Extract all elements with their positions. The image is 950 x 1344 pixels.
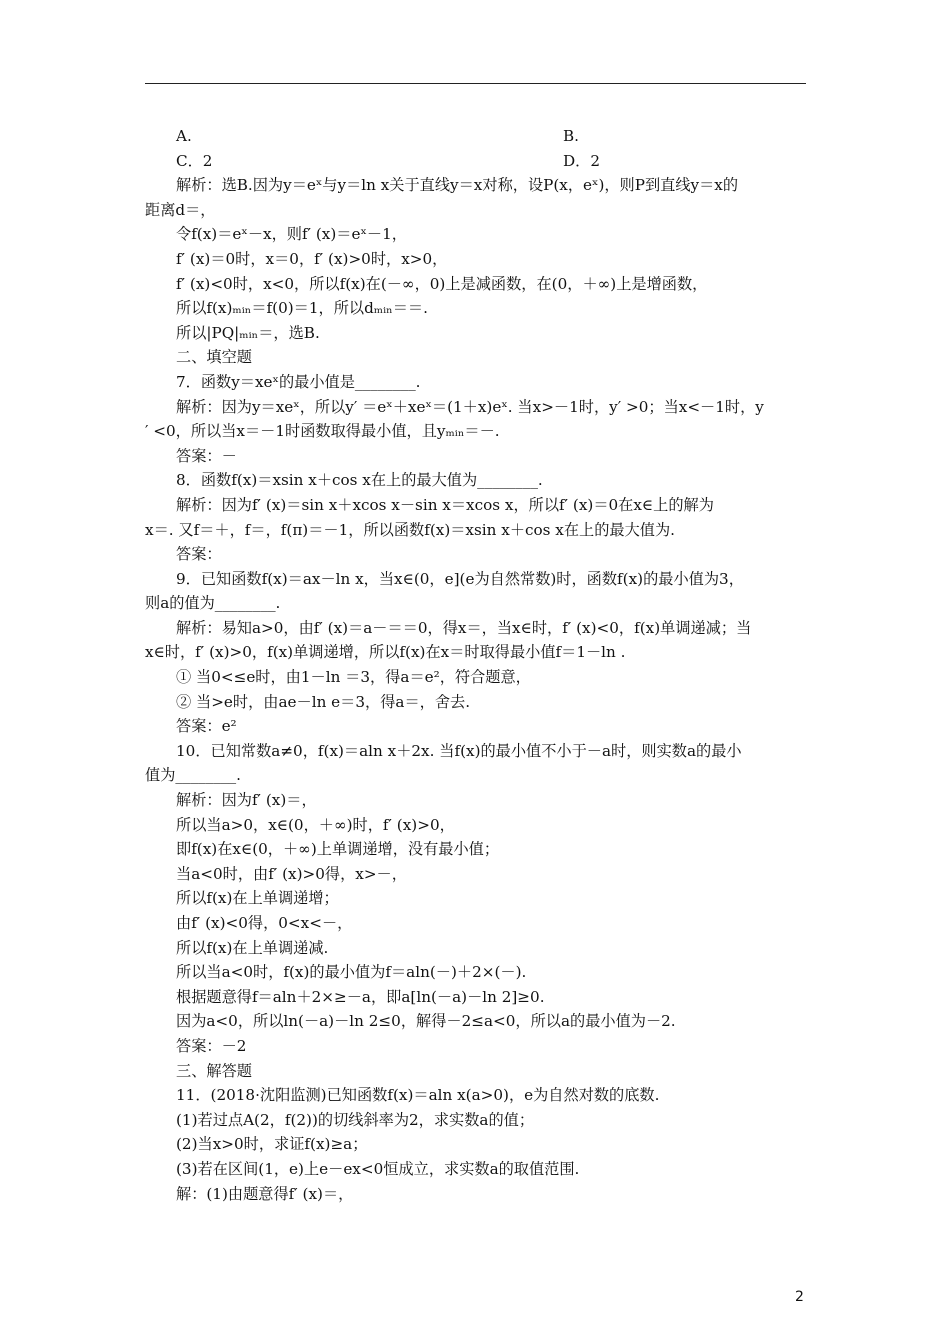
options-row-ab	[145, 124, 808, 149]
text-line: 答案：－	[176, 446, 237, 465]
text-line: 所以f(x)ₘᵢₙ＝f(0)＝1，所以dₘᵢₙ＝＝.	[176, 299, 428, 318]
text-line: 解析：选B.因为y＝eˣ与y＝ln x关于直线y＝x对称，设P(x，eˣ)，则P到直线y＝x的	[176, 176, 739, 195]
text-line: 所以f(x)在上单调递减.	[176, 938, 329, 957]
text-line: 解析：因为y＝xeˣ，所以y′ ＝eˣ＋xeˣ＝(1＋x)eˣ. 当x>－1时，y′ >0；当x<－1时，y	[176, 397, 764, 416]
text-line: ① 当0<≤e时，由1－ln ＝3，得a＝e²，符合题意，	[176, 668, 531, 687]
text-line: 所以当a<0时，f(x)的最小值为f＝aln(－)＋2×(－).	[176, 963, 527, 982]
text-line: 11．(2018·沈阳监测)已知函数f(x)＝aln x(a>0)，e为自然对数的底数.	[176, 1086, 660, 1105]
text-line: 由f′ (x)<0得，0<x<－，	[176, 914, 353, 932]
option-d: D．2	[563, 151, 601, 170]
text-lines	[145, 173, 808, 1206]
text-line: 答案：	[176, 545, 222, 564]
text-line: (1)若过点A(2，f(2))的切线斜率为2，求实数a的值；	[176, 1110, 535, 1129]
text-line: ② 当>e时，由ae－ln e＝3，得a＝，舍去.	[176, 692, 471, 711]
text-line: 所以|PQ|ₘᵢₙ＝，选B.	[176, 323, 320, 342]
text-line: 解析：易知a>0，由f′ (x)＝a－＝＝0，得x＝，当x∈时，f′ (x)<0，f(x)单调递减；当	[176, 618, 752, 637]
text-line: 距离d＝，	[145, 200, 216, 219]
text-line: 即f(x)在x∈(0，＋∞)上单调递增，没有最小值；	[176, 840, 500, 859]
text-line: 答案：e²	[176, 717, 237, 736]
text-line: x∈时，f′ (x)>0，f(x)单调递增，所以f(x)在x＝时取得最小值f＝1－ln .	[145, 643, 626, 662]
text-line: f′ (x)<0时，x<0，所以f(x)在(－∞，0)上是减函数，在(0，＋∞)上是增函数，	[176, 274, 708, 293]
options-row-cd	[145, 149, 808, 174]
text-line: 根据题意得f＝aln＋2×≥－a，即a[ln(－a)－ln 2]≥0.	[176, 987, 545, 1006]
option-c: C．2	[176, 151, 213, 170]
text-line: 当a<0时，由f′ (x)>0得，x>－，	[176, 864, 407, 883]
text-line: 解：(1)由题意得f′ (x)＝，	[176, 1184, 354, 1203]
text-line: 所以当a>0，x∈(0，＋∞)时，f′ (x)>0，	[176, 815, 455, 834]
text-line: 二、填空题	[176, 348, 252, 367]
text-line: x＝. 又f＝＋，f＝，f(π)＝－1，所以函数f(x)＝xsin x＋cos x在上的最大值为.	[145, 520, 675, 539]
text-line: 所以f(x)在上单调递增；	[176, 889, 339, 908]
text-line: 解析：因为f′ (x)＝，	[176, 791, 317, 810]
document-body	[145, 124, 808, 1206]
option-b: B.	[563, 127, 579, 145]
text-line: 解析：因为f′ (x)＝sin x＋xcos x－sin x＝xcos x，所以f′ (x)＝0在x∈上的解为	[176, 495, 714, 514]
text-line: 则a的值为________.	[145, 594, 281, 613]
text-line: 三、解答题	[176, 1061, 252, 1080]
page-number: 2	[795, 1289, 804, 1305]
text-line: (3)若在区间(1，e)上e－ex<0恒成立，求实数a的取值范围.	[176, 1159, 580, 1178]
text-line: 令f(x)＝eˣ－x，则f′ (x)＝eˣ－1，	[176, 225, 407, 244]
text-line: 答案：－2	[176, 1036, 247, 1055]
text-line: f′ (x)＝0时，x＝0，f′ (x)>0时，x>0，	[176, 249, 448, 268]
text-line: 因为a<0，所以ln(－a)－ln 2≤0，解得－2≤a<0，所以a的最小值为－2.	[176, 1012, 676, 1031]
text-line: 7．函数y＝xeˣ的最小值是________.	[176, 372, 421, 391]
option-a: A.	[176, 127, 192, 145]
text-line: 9．已知函数f(x)＝ax－ln x，当x∈(0，e](e为自然常数)时，函数f(x)的最小值为3，	[176, 569, 744, 588]
text-line: 10．已知常数a≠0，f(x)＝aln x＋2x. 当f(x)的最小值不小于－a时，则实数a的最小	[176, 741, 742, 760]
text-line: ′ <0，所以当x＝－1时函数取得最小值，且yₘᵢₙ＝－.	[145, 422, 500, 441]
text-line: 值为________.	[145, 766, 241, 785]
header-rule	[145, 83, 806, 84]
text-line: (2)当x>0时，求证f(x)≥a；	[176, 1135, 368, 1154]
text-line: 8．函数f(x)＝xsin x＋cos x在上的最大值为________.	[176, 471, 543, 490]
